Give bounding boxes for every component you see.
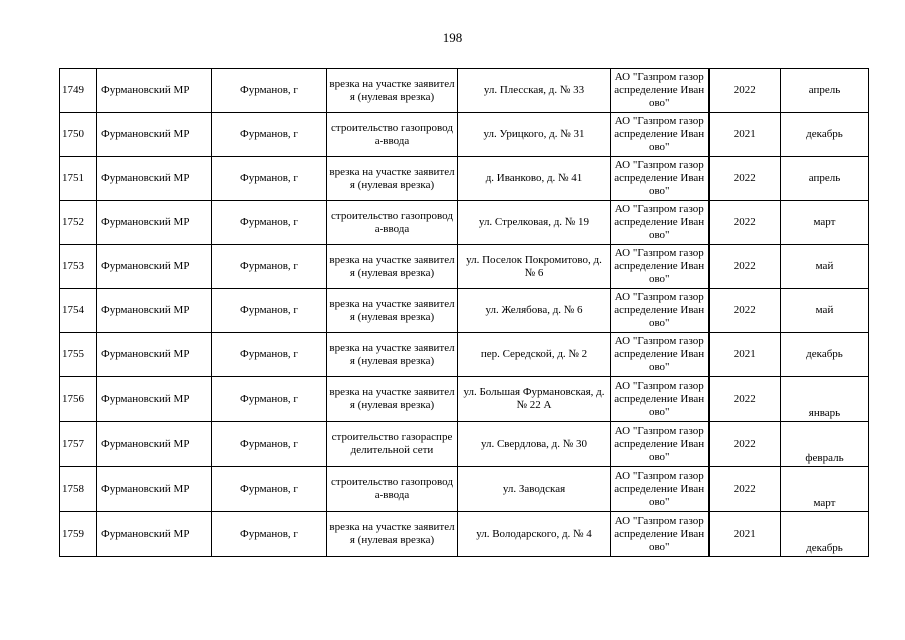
table-row <box>60 512 869 557</box>
town-cell: Фурманов, г <box>212 333 327 377</box>
row-number: 1756 <box>60 377 97 422</box>
organization-cell: АО "Газпром газораспределение Иваново" <box>611 333 709 377</box>
town-cell: Фурманов, г <box>212 512 327 557</box>
address-cell: ул. Желябова, д. № 6 <box>458 289 611 333</box>
organization-cell: АО "Газпром газораспределение Иваново" <box>611 422 709 467</box>
work-type-cell: строительство газораспределительной сети <box>327 422 458 467</box>
town-cell: Фурманов, г <box>212 377 327 422</box>
table-row <box>60 157 869 201</box>
address-cell: пер. Середской, д. № 2 <box>458 333 611 377</box>
year-cell: 2022 <box>709 69 781 113</box>
table-row <box>60 377 869 422</box>
work-type-cell: строительство газопровода-ввода <box>327 113 458 157</box>
row-number: 1750 <box>60 113 97 157</box>
district-cell: Фурмановский МР <box>97 113 212 157</box>
work-type-cell: врезка на участке заявителя (нулевая врезка) <box>327 245 458 289</box>
address-cell: ул. Урицкого, д. № 31 <box>458 113 611 157</box>
table-row <box>60 113 869 157</box>
year-cell: 2022 <box>709 201 781 245</box>
row-number: 1752 <box>60 201 97 245</box>
month-cell: апрель <box>781 69 869 113</box>
row-number: 1754 <box>60 289 97 333</box>
address-cell: д. Иванково, д. № 41 <box>458 157 611 201</box>
month-cell: март <box>781 201 869 245</box>
work-type-cell: строительство газопровода-ввода <box>327 201 458 245</box>
district-cell: Фурмановский МР <box>97 467 212 512</box>
month-cell: март <box>781 467 869 512</box>
town-cell: Фурманов, г <box>212 201 327 245</box>
organization-cell: АО "Газпром газораспределение Иваново" <box>611 157 709 201</box>
town-cell: Фурманов, г <box>212 157 327 201</box>
year-cell: 2022 <box>709 422 781 467</box>
table-row <box>60 467 869 512</box>
address-cell: ул. Стрелковая, д. № 19 <box>458 201 611 245</box>
year-cell: 2022 <box>709 245 781 289</box>
work-type-cell: врезка на участке заявителя (нулевая врезка) <box>327 333 458 377</box>
year-cell: 2021 <box>709 512 781 557</box>
year-cell: 2022 <box>709 289 781 333</box>
address-cell: ул. Володарского, д. № 4 <box>458 512 611 557</box>
month-cell: февраль <box>781 422 869 467</box>
town-cell: Фурманов, г <box>212 467 327 512</box>
work-type-cell: строительство газопровода-ввода <box>327 467 458 512</box>
work-type-cell: врезка на участке заявителя (нулевая врезка) <box>327 289 458 333</box>
table-row <box>60 69 869 113</box>
organization-cell: АО "Газпром газораспределение Иваново" <box>611 69 709 113</box>
address-cell: ул. Большая Фурмановская, д. № 22 А <box>458 377 611 422</box>
district-cell: Фурмановский МР <box>97 157 212 201</box>
organization-cell: АО "Газпром газораспределение Иваново" <box>611 201 709 245</box>
town-cell: Фурманов, г <box>212 113 327 157</box>
table-row <box>60 289 869 333</box>
district-cell: Фурмановский МР <box>97 289 212 333</box>
row-number: 1757 <box>60 422 97 467</box>
row-number: 1758 <box>60 467 97 512</box>
organization-cell: АО "Газпром газораспределение Иваново" <box>611 113 709 157</box>
work-type-cell: врезка на участке заявителя (нулевая врезка) <box>327 512 458 557</box>
organization-cell: АО "Газпром газораспределение Иваново" <box>611 377 709 422</box>
district-cell: Фурмановский МР <box>97 377 212 422</box>
table-row <box>60 333 869 377</box>
month-cell: декабрь <box>781 113 869 157</box>
page-number: 198 <box>442 30 463 45</box>
work-type-cell: врезка на участке заявителя (нулевая врезка) <box>327 377 458 422</box>
address-cell: ул. Плесская, д. № 33 <box>458 69 611 113</box>
year-cell: 2022 <box>709 157 781 201</box>
organization-cell: АО "Газпром газораспределение Иваново" <box>611 289 709 333</box>
month-cell: декабрь <box>781 333 869 377</box>
district-cell: Фурмановский МР <box>97 512 212 557</box>
year-cell: 2021 <box>709 333 781 377</box>
row-number: 1749 <box>60 69 97 113</box>
row-number: 1755 <box>60 333 97 377</box>
row-number: 1759 <box>60 512 97 557</box>
district-cell: Фурмановский МР <box>97 245 212 289</box>
row-number: 1753 <box>60 245 97 289</box>
town-cell: Фурманов, г <box>212 69 327 113</box>
address-cell: ул. Поселок Покромитово, д. № 6 <box>458 245 611 289</box>
district-cell: Фурмановский МР <box>97 422 212 467</box>
town-cell: Фурманов, г <box>212 245 327 289</box>
row-number: 1751 <box>60 157 97 201</box>
table-row <box>60 422 869 467</box>
table-row <box>60 201 869 245</box>
month-cell: январь <box>781 377 869 422</box>
month-cell: май <box>781 245 869 289</box>
month-cell: апрель <box>781 157 869 201</box>
town-cell: Фурманов, г <box>212 289 327 333</box>
organization-cell: АО "Газпром газораспределение Иваново" <box>611 512 709 557</box>
work-type-cell: врезка на участке заявителя (нулевая врезка) <box>327 157 458 201</box>
year-cell: 2022 <box>709 467 781 512</box>
district-cell: Фурмановский МР <box>97 333 212 377</box>
organization-cell: АО "Газпром газораспределение Иваново" <box>611 467 709 512</box>
district-cell: Фурмановский МР <box>97 201 212 245</box>
month-cell: декабрь <box>781 512 869 557</box>
month-cell: май <box>781 289 869 333</box>
year-cell: 2021 <box>709 113 781 157</box>
work-type-cell: врезка на участке заявителя (нулевая врезка) <box>327 69 458 113</box>
table-row <box>60 245 869 289</box>
gasification-table <box>59 68 869 557</box>
organization-cell: АО "Газпром газораспределение Иваново" <box>611 245 709 289</box>
address-cell: ул. Свердлова, д. № 30 <box>458 422 611 467</box>
year-cell: 2022 <box>709 377 781 422</box>
address-cell: ул. Заводская <box>458 467 611 512</box>
district-cell: Фурмановский МР <box>97 69 212 113</box>
town-cell: Фурманов, г <box>212 422 327 467</box>
